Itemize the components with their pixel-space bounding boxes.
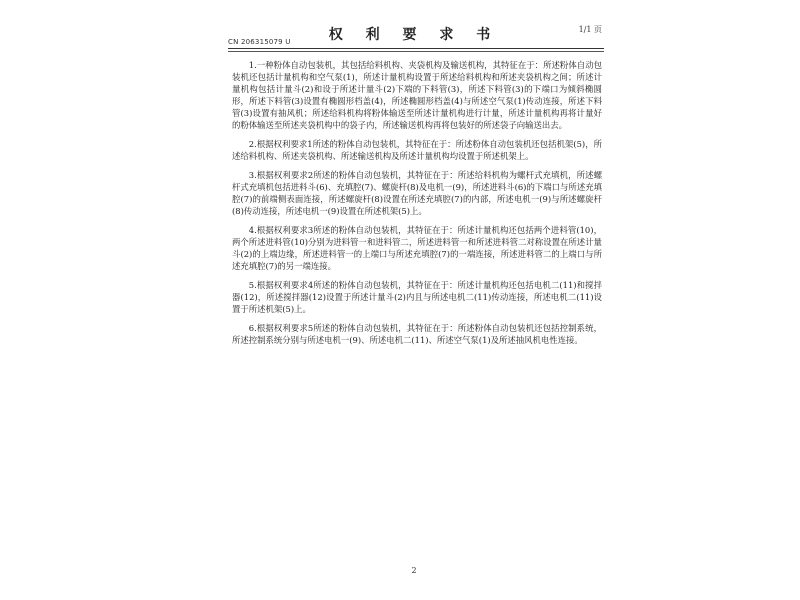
claim-6: 6.根据权利要求5所述的粉体自动包装机，其特征在于：所述粉体自动包装机还包括控制系统，所述控制系统分别与所述电机一(9)、所述电机二(11)、所述空气泵(1)及所述抽风机电性连接。 bbox=[232, 323, 602, 345]
document-title: 权 利 要 求 书 bbox=[328, 27, 500, 43]
document-page bbox=[224, 12, 604, 587]
claim-2: 2.根据权利要求1所述的粉体自动包装机，其特征在于：所述粉体自动包装机还包括机架(5)，所述给料机构、所述夹袋机构、所述输送机构及所述计量机构均设置于所述机架上。 bbox=[232, 139, 602, 161]
claim-3: 3.根据权利要求2所述的粉体自动包装机，其特征在于：所述给料机构为螺杆式充填机，所述螺杆式充填机包括进料斗(6)、充填腔(7)、螺旋杆(8)及电机一(9)，所述进料斗(6)的下端口与所述充填腔(7)的前端侧表面连接，所述螺旋杆(8)设置在所述充填腔(7)的内部，所述电机一(9)与所述螺旋杆(8)传动连接，所述电机一(9)设置在所述机架(5)上。 bbox=[232, 170, 602, 216]
claims-body bbox=[232, 59, 602, 353]
header-rule-thick bbox=[228, 48, 604, 49]
claim-5: 5.根据权利要求4所述的粉体自动包装机，其特征在于：所述计量机构还包括电机二(11)和搅拌器(12)，所述搅拌器(12)设置于所述计量斗(2)内且与所述电机二(11)传动连接，所述电机二(11)设置于所述机架(5)上。 bbox=[232, 280, 602, 314]
claim-1: 1.一种粉体自动包装机，其包括给料机构、夹袋机构及输送机构，其特征在于：所述粉体自动包装机还包括计量机构和空气泵(1)，所述计量机构设置于所述给料机构和所述夹袋机构之间；所述计量机构包括计量斗(2)和设于所述计量斗(2)下端的下料管(3)，所述下料管(3)的下端口为倾斜椭圆形，所述下料管(3)设置有椭圆形档盖(4)，所述椭圆形档盖(4)与所述空气泵(1)传动连接，所述下料管(3)设置有抽风机；所述给料机构将粉体输送至所述计量机构进行计量，所述计量机构再将计量好的粉体输送至所述夹袋机构中的袋子内，所述输送机构再将包装好的所述袋子向输送出去。 bbox=[232, 60, 602, 130]
header-rule-thin bbox=[228, 51, 604, 52]
publication-number: CN 206315079 U bbox=[228, 38, 291, 46]
page-number: 2 bbox=[411, 566, 417, 575]
claim-4: 4.根据权利要求3所述的粉体自动包装机，其特征在于：所述计量机构还包括两个进料管(10)，两个所述进料管(10)分别为进料管一和进料管二，所述进料管一和所述进料管二对称设置在所述计量斗(2)的上端边缘，所述进料管一的上端口与所述充填腔(7)的一端连接，所述进料管二的上端口与所述充填腔(7)的另一端连接。 bbox=[232, 225, 602, 271]
page-indicator: 1/1 页 bbox=[578, 25, 602, 34]
